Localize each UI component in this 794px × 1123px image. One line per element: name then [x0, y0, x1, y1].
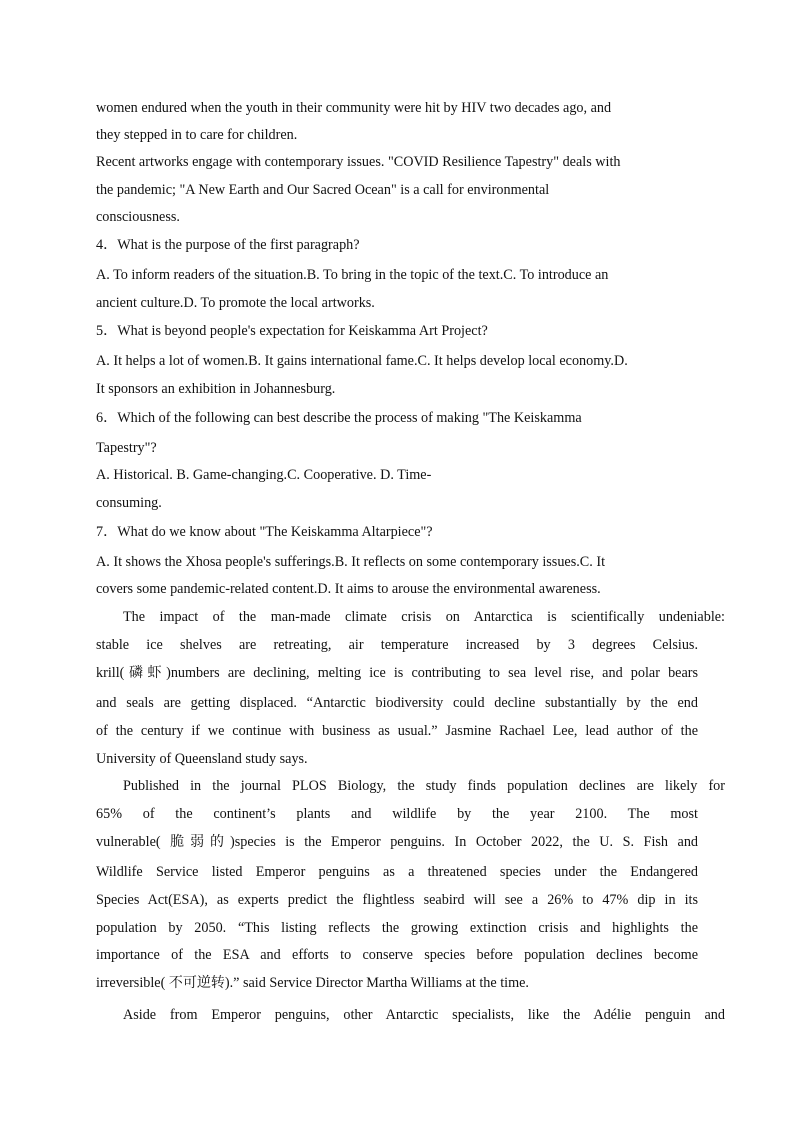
text-line: consuming.	[96, 495, 162, 511]
text-line: Published in the journal PLOS Biology, the study finds population declines are likely for	[123, 778, 725, 794]
text-line: A. Historical. B. Game-changing.C. Cooperative. D. Time-	[96, 467, 432, 483]
text-segment: irreversible(	[96, 975, 169, 991]
text-line: 6．Which of the following can best describe the process of making "The Keiskamma	[96, 410, 582, 426]
text-line: importance of the ESA and efforts to conserve species before population declines become	[96, 947, 698, 963]
text-line: 4．What is the purpose of the first paragraph?	[96, 237, 360, 253]
text-line: University of Queensland study says.	[96, 751, 308, 767]
text-line: A. It helps a lot of women.B. It gains international fame.C. It helps develop local economy.D.	[96, 353, 628, 369]
text-segment: vulnerable(	[96, 834, 171, 850]
text-segment: )species is the Emperor penguins. In October 2022, the U. S. Fish and	[230, 834, 699, 850]
text-line: Wildlife Service listed Emperor penguins as a threatened species under the Endangered	[96, 864, 698, 880]
text-line: women endured when the youth in their community were hit by HIV two decades ago, and	[96, 100, 612, 116]
chinese-gloss: 不可逆转	[168, 975, 225, 991]
text-line: A. To inform readers of the situation.B. To bring in the topic of the text.C. To introduce an	[96, 267, 609, 283]
text-line: 5．What is beyond people's expectation for Keiskamma Art Project?	[96, 323, 488, 339]
text-line	[96, 663, 698, 683]
text-line: the pandemic; "A New Earth and Our Sacred Ocean" is a call for environmental	[96, 182, 550, 198]
text-line: Species Act(ESA), as experts predict the flightless seabird will see a 26% to 47% dip in its	[96, 892, 698, 908]
text-line: The impact of the man-made climate crisis on Antarctica is scientifically undeniable:	[123, 609, 725, 625]
text-segment: krill(	[96, 665, 125, 681]
text-line: A. It shows the Xhosa people's sufferings.B. It reflects on some contemporary issues.C. It	[96, 554, 606, 570]
text-line: population by 2050. “This listing reflects the growing extinction crisis and highlights the	[96, 920, 698, 936]
text-line: they stepped in to care for children.	[96, 127, 298, 143]
chinese-gloss: 磷虾	[124, 665, 167, 681]
text-line: covers some pandemic-related content.D. It aims to arouse the environmental awareness.	[96, 581, 601, 597]
text-segment: ).” said Service Director Martha Williams at the time.	[224, 975, 529, 991]
text-segment: )numbers are declining, melting ice is contributing to sea level rise, and polar bears	[166, 665, 698, 681]
text-line: Tapestry"?	[96, 440, 157, 456]
text-line: Recent artworks engage with contemporary issues. "COVID Resilience Tapestry" deals with	[96, 154, 621, 170]
text-line	[96, 973, 698, 993]
text-line: consciousness.	[96, 209, 180, 225]
text-line: ancient culture.D. To promote the local artworks.	[96, 295, 375, 311]
text-line: Aside from Emperor penguins, other Antarctic specialists, like the Adélie penguin and	[123, 1007, 725, 1023]
text-line: 7．What do we know about "The Keiskamma Altarpiece"?	[96, 524, 433, 540]
text-line: It sponsors an exhibition in Johannesburg.	[96, 381, 336, 397]
text-line: and seals are getting displaced. “Antarctic biodiversity could decline substantially by the end	[96, 695, 698, 711]
text-line: of the century if we continue with business as usual.” Jasmine Rachael Lee, lead author of the	[96, 723, 698, 739]
chinese-gloss: 脆弱的	[170, 834, 231, 850]
text-line: 65% of the continent’s plants and wildlife by the year 2100. The most	[96, 806, 698, 822]
text-line	[96, 832, 698, 852]
text-line: stable ice shelves are retreating, air temperature increased by 3 degrees Celsius.	[96, 637, 698, 653]
